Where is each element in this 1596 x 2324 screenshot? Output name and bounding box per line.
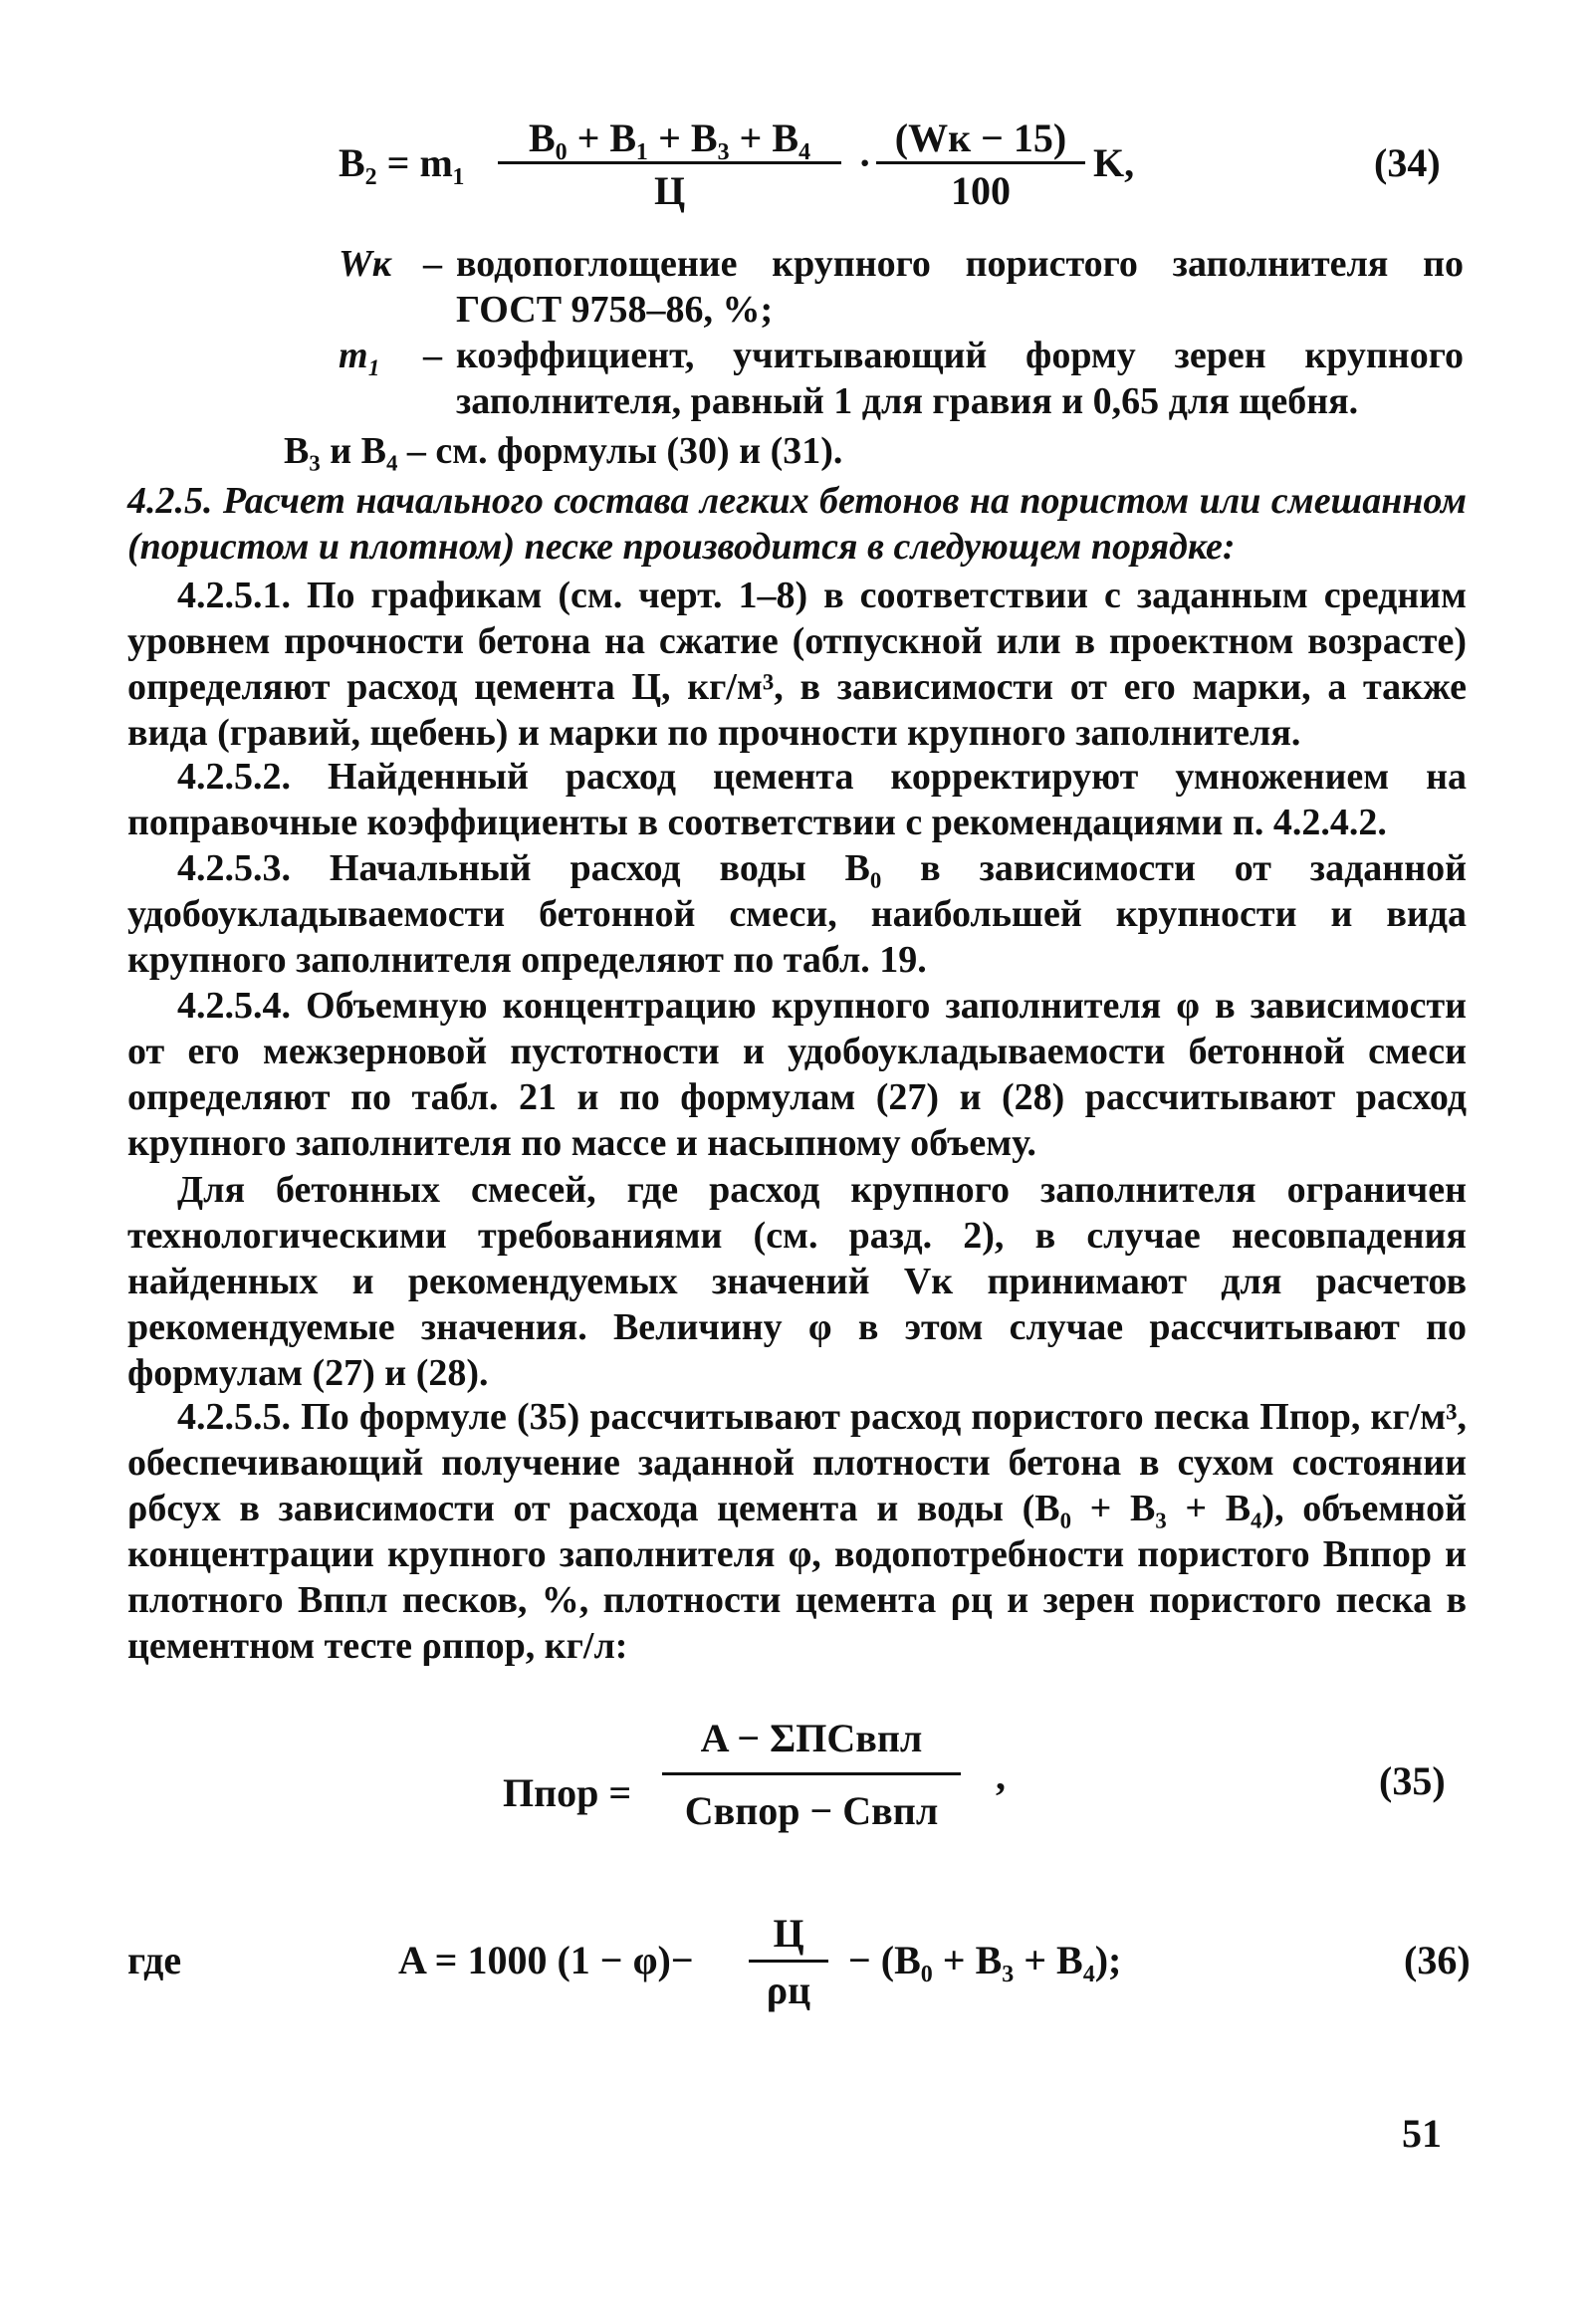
paragraph-4-2-5-4: 4.2.5.4. Объемную концентрацию крупного заполнителя φ в зависимости от его межзерновой пустотности и удобоукладываемости бетонной смеси определяют по табл. 21 и по формулам (27) и (28) рассчитывают расход крупного заполнителя по массе и насыпному объему.	[127, 985, 1467, 1164]
definition-symbol: m₁	[339, 335, 381, 376]
paragraph-4-2-5-2: 4.2.5.2. Найденный расход цемента корректируют умножением на поправочные коэффициенты в соответствии с рекомендациями п. 4.2.4.2.	[127, 756, 1467, 843]
eq34-numerator-1: B₀ + B₁ + B₃ + B₄	[528, 116, 811, 160]
definition-dash: –	[423, 243, 442, 285]
eq34-number: (34)	[1374, 140, 1441, 185]
section-heading-4-2-5: 4.2.5. Расчет начального состава легких бетонов на пористом или смешанном (пористом и плотном) песке производится в следующем порядке:	[127, 480, 1467, 568]
eq36-fraction-bar	[749, 1960, 828, 1963]
definition-dash: –	[423, 335, 442, 376]
eq35-numerator: A − ΣПCвпл	[700, 1716, 923, 1760]
paragraph-4-2-5-3: 4.2.5.3. Начальный расход воды B₀ в зависимости от заданной удобоукладываемости бетонной смеси, наибольшей крупности и вида крупного заполнителя определяют по табл. 19.	[127, 847, 1467, 981]
paragraph-4-2-5-5: 4.2.5.5. По формуле (35) рассчитывают расход пористого песка Ппор, кг/м³, обеспечивающий получение заданной плотности бетона в сухом состоянии ρбсух в зависимости от расхода цемента и воды (B₀ + B₃ + B₄), объемной концентрации крупного заполнителя φ, водопотребности пористого Bппор и плотного Bппл песков, %, плотности цемента ρц и зерен пористого песка в цементном тесте ρппор, кг/л:	[127, 1396, 1467, 1667]
eq36-where: где	[127, 1938, 182, 1982]
eq34-denominator-1: Ц	[653, 168, 686, 213]
definition-symbol: Wк	[339, 243, 392, 285]
eq36-number: (36)	[1404, 1938, 1471, 1982]
eq34-fraction-bar-1	[498, 161, 841, 164]
eq36-numerator: Ц	[773, 1911, 804, 1956]
definition-text: коэффициент, учитывающий форму зерен крупного заполнителя, равный 1 для гравия и 0,65 для щебня.	[456, 335, 1464, 422]
eq35-number: (35)	[1379, 1758, 1446, 1803]
eq34-dot: ·	[858, 140, 872, 185]
eq34-denominator-2: 100	[951, 168, 1011, 213]
eq35-lhs: Ппор =	[503, 1770, 632, 1815]
page-number: 51	[1402, 2111, 1442, 2156]
eq34-numerator-2: (Wк − 15)	[894, 116, 1067, 160]
eq34-lhs: B₂ = m₁	[339, 140, 465, 185]
paragraph-coarse-aggregate-note: Для бетонных смесей, где расход крупного заполнителя ограничен технологическими требованиями (см. разд. 2), в случае несовпадения найденных и рекомендуемых значений Vк принимают для расчетов рекомендуемые значения. Величину φ в этом случае рассчитывают по формулам (27) и (28).	[127, 1169, 1467, 1394]
reference-line: B₃ и B₄ – см. формулы (30) и (31).	[284, 430, 843, 472]
eq35-comma: ,	[996, 1753, 1006, 1798]
eq35-fraction-bar	[662, 1772, 961, 1775]
eq36-lhs: A = 1000 (1 − φ)−	[398, 1938, 694, 1982]
eq36-tail: − (B₀ + B₃ + B₄);	[848, 1938, 1122, 1982]
definition-text: водопоглощение крупного пористого заполнителя по ГОСТ 9758–86, %;	[456, 243, 1464, 331]
paragraph-4-2-5-1: 4.2.5.1. По графикам (см. черт. 1–8) в соответствии с заданным средним уровнем прочности бетона на сжатие (отпускной или в проектном возрасте) определяют расход цемента Ц, кг/м³, в зависимости от его марки, а также вида (гравий, щебень) и марки по прочности крупного заполнителя.	[127, 575, 1467, 754]
eq34-tail: K,	[1093, 140, 1135, 185]
eq34-fraction-bar-2	[876, 161, 1085, 164]
eq36-denominator: ρц	[766, 1968, 811, 2012]
eq35-denominator: Cвпор − Cвпл	[684, 1788, 939, 1833]
